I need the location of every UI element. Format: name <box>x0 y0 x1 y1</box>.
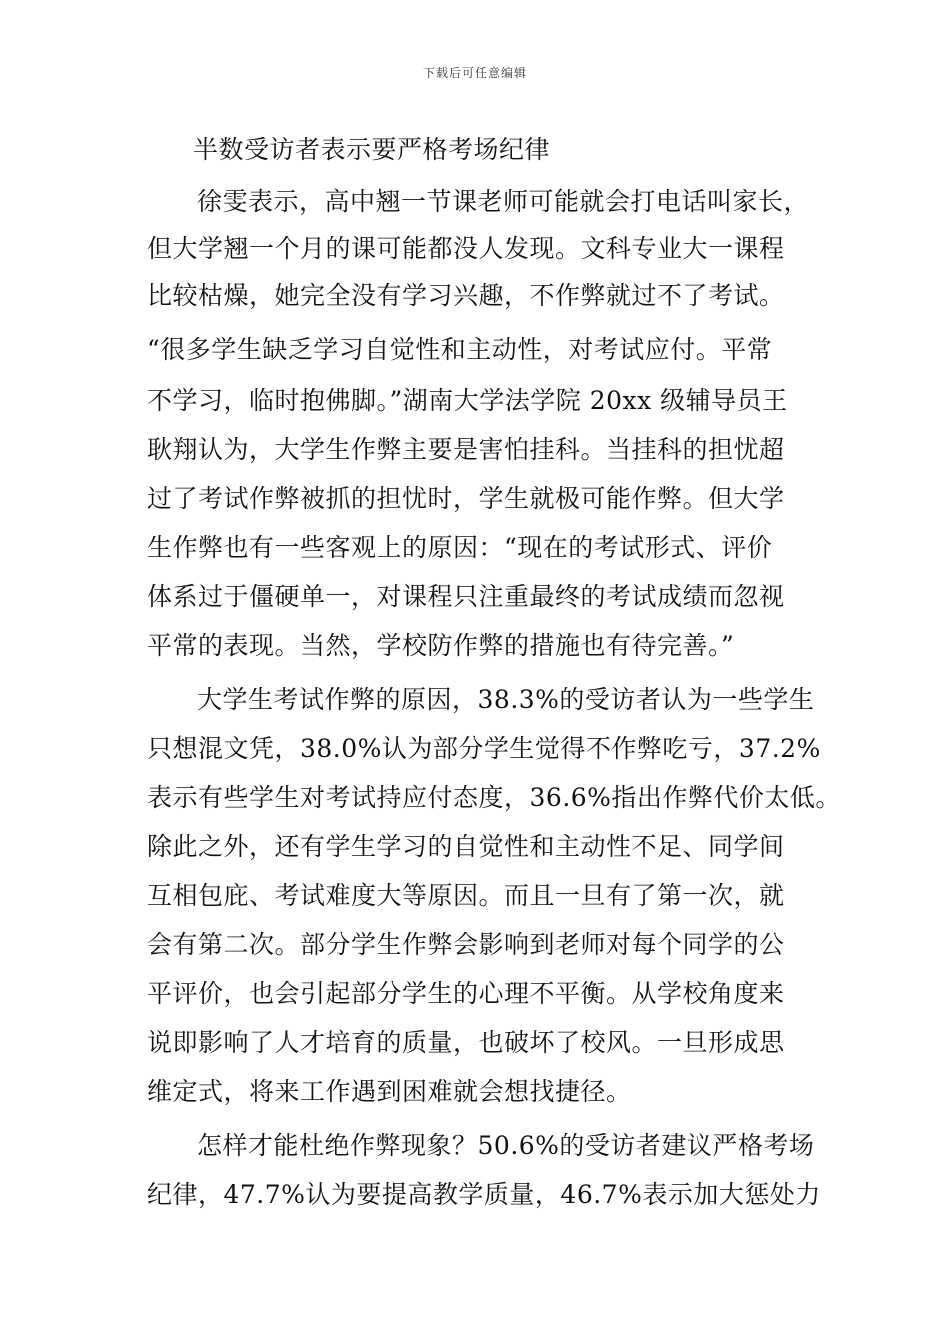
paragraph-1-line-4: “很多学生缺乏学习自觉性和主动性，对考试应付。平常 <box>147 335 773 364</box>
paragraph-1-line-9: 体系过于僵硬单一，对课程只注重最终的考试成绩而忽视 <box>147 582 785 611</box>
paragraph-2-line-8: 说即影响了人才培育的质量，也破坏了校风。一旦形成思 <box>147 1028 785 1057</box>
paragraph-3-line-1: 怎样才能杜绝作弊现象？50.6%的受访者建议严格考场 <box>197 1131 815 1160</box>
paragraph-1-line-1: 徐雯表示，高中翘一节课老师可能就会打电话叫家长， <box>197 187 810 216</box>
paragraph-3-line-2: 纪律，47.7%认为要提高教学质量，46.7%表示加大惩处力 <box>147 1180 821 1209</box>
paragraph-1-line-6: 耿翔认为，大学生作弊主要是害怕挂科。当挂科的担忧超 <box>147 435 785 464</box>
paragraph-2-line-2: 只想混文凭，38.0%认为部分学生觉得不作弊吃亏，37.2% <box>147 734 821 763</box>
paragraph-2-line-1: 大学生考试作弊的原因，38.3%的受访者认为一些学生 <box>197 685 815 714</box>
paragraph-1-line-8: 生作弊也有一些客观上的原因：“现在的考试形式、评价 <box>147 533 773 562</box>
paragraph-1-line-5: 不学习，临时抱佛脚。”湖南大学法学院 20xx 级辅导员王 <box>147 386 788 415</box>
paragraph-1-line-2: 但大学翘一个月的课可能都没人发现。文科专业大一课程 <box>147 234 785 263</box>
paragraph-1-line-3: 比较枯燥，她完全没有学习兴趣，不作弊就过不了考试。 <box>147 281 785 310</box>
paragraph-2-line-6: 会有第二次。部分学生作弊会影响到老师对每个同学的公 <box>147 930 785 959</box>
paragraph-2-line-9: 维定式，将来工作遇到困难就会想找捷径。 <box>147 1077 632 1106</box>
paragraph-2-line-3: 表示有些学生对考试持应付态度，36.6%指出作弊代价太低。 <box>147 783 841 812</box>
paragraph-2-line-7: 平评价，也会引起部分学生的心理不平衡。从学校角度来 <box>147 979 785 1008</box>
page-header: 下载后可任意编辑 <box>422 66 527 80</box>
paragraph-2-line-5: 互相包庇、考试难度大等原因。而且一旦有了第一次，就 <box>147 881 785 910</box>
paragraph-1-line-10: 平常的表现。当然，学校防作弊的措施也有待完善。” <box>147 631 735 660</box>
paragraph-2-line-4: 除此之外，还有学生学习的自觉性和主动性不足、同学间 <box>147 832 785 861</box>
section-subheading: 半数受访者表示要严格考场纪律 <box>193 135 551 164</box>
paragraph-1-line-7: 过了考试作弊被抓的担忧时，学生就极可能作弊。但大学 <box>147 484 785 513</box>
